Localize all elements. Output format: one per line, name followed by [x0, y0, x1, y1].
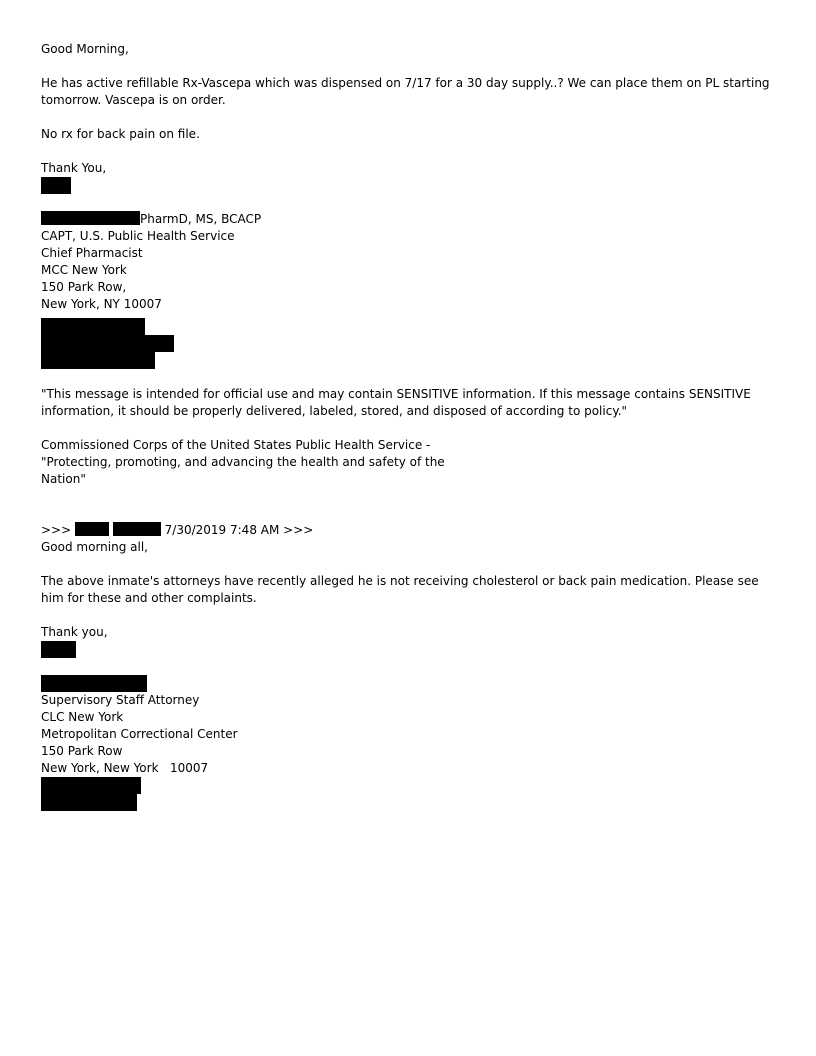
- motto-line-3: Nation": [41, 472, 86, 486]
- reply-signature-name-line: [41, 211, 781, 228]
- reply-signature-rank: CAPT, U.S. Public Health Service: [41, 229, 235, 243]
- reply-body: He has active refillable Rx-Vascepa which was dispensed on 7/17 for a 30 day supply..? We can place them on PL starting tomorrow. Vascepa is on order.: [41, 76, 770, 107]
- reply-closing: Thank You,: [41, 161, 107, 175]
- motto-line-1: Commissioned Corps of the United States Public Health Service -: [41, 438, 431, 452]
- reply-signature-credentials: PharmD, MS, BCACP: [140, 212, 262, 226]
- redacted-attorney-contact-block: [41, 777, 781, 811]
- original-timestamp: 7/30/2019 7:48 AM >>>: [164, 523, 314, 537]
- original-signature-title: Supervisory Staff Attorney: [41, 693, 200, 707]
- header-prefix: >>>: [41, 523, 72, 537]
- redacted-full-name: [41, 211, 140, 225]
- original-greeting: Good morning all,: [41, 540, 148, 554]
- original-closing: Thank you,: [41, 625, 108, 639]
- reply-signature-city: New York, NY 10007: [41, 297, 162, 311]
- reply-signature-title: Chief Pharmacist: [41, 246, 143, 260]
- redacted-first-name: [75, 522, 109, 536]
- original-signature-street: 150 Park Row: [41, 744, 123, 758]
- original-body: The above inmate's attorneys have recently alleged he is not receiving cholesterol or back pain medication. Please see him for these and other complaints.: [41, 574, 759, 605]
- reply-signature-street: 150 Park Row,: [41, 280, 127, 294]
- original-signature-office: CLC New York: [41, 710, 124, 724]
- redacted-attorney-full-name: [41, 675, 147, 692]
- redacted-attorney-first-name: [41, 641, 76, 658]
- reply-signature-facility: MCC New York: [41, 263, 127, 277]
- redacted-sender-name: [41, 177, 71, 194]
- reply-note: No rx for back pain on file.: [41, 127, 200, 141]
- reply-greeting: Good Morning,: [41, 42, 129, 56]
- redacted-last-name: [113, 522, 161, 536]
- original-message-header: [41, 522, 781, 539]
- original-signature-city: New York, New York 10007: [41, 761, 209, 775]
- motto-line-2: "Protecting, promoting, and advancing the health and safety of the: [41, 455, 445, 469]
- disclaimer: "This message is intended for official use and may contain SENSITIVE information. If this message contains SENSITIVE information, it should be properly delivered, labeled, stored, and disposed of according to policy.": [41, 387, 751, 418]
- original-signature-facility: Metropolitan Correctional Center: [41, 727, 238, 741]
- redacted-contact-block: [41, 318, 781, 369]
- email-document: [41, 41, 781, 811]
